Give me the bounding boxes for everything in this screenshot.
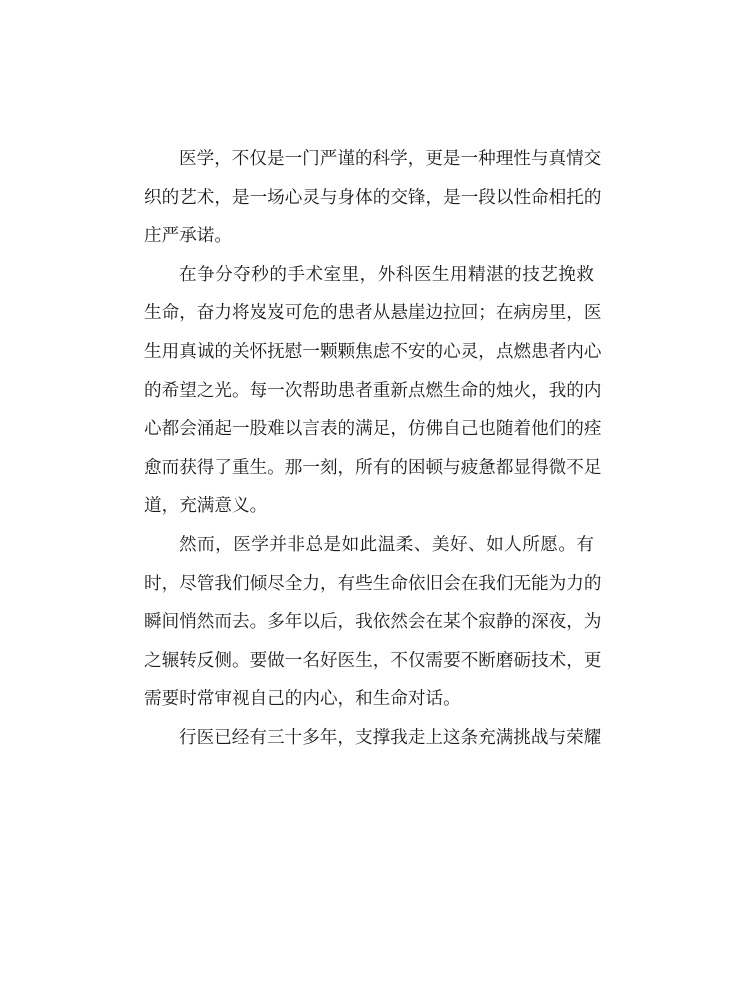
text-line: 然而，医学并非总是如此温柔、美好、如人所愿。有 <box>179 534 594 555</box>
text-line: 行医已经有三十多年，支撑我走上这条充满挑战与荣耀 <box>179 727 602 748</box>
text-line: 道，充满意义。 <box>144 496 268 517</box>
text-line: 心都会涌起一股难以言表的满足，仿佛自己也随着他们的痊 <box>144 419 602 440</box>
text-line: 之辗转反侧。要做一名好医生，不仅需要不断磨砺技术，更 <box>144 650 602 671</box>
text-line: 织的艺术，是一场心灵与身体的交锋，是一段以性命相托的 <box>144 187 602 208</box>
text-line: 在争分夺秒的手术室里，外科医生用精湛的技艺挽救 <box>179 264 594 285</box>
text-line: 需要时常审视自己的内心，和生命对话。 <box>144 689 461 710</box>
text-line: 医学，不仅是一门严谨的科学，更是一种理性与真情交 <box>179 149 602 169</box>
text-line: 庄严承诺。 <box>144 226 232 247</box>
text-line: 瞬间悄然而去。多年以后，我依然会在某个寂静的深夜，为 <box>144 612 602 633</box>
text-line: 生用真诚的关怀抚慰一颗颗焦虑不安的心灵，点燃患者内心 <box>144 341 602 362</box>
text-line: 愈而获得了重生。那一刻，所有的困顿与疲惫都显得微不足 <box>144 457 602 478</box>
text-line: 生命，奋力将岌岌可危的患者从悬崖边拉回；在病房里，医 <box>144 303 602 324</box>
body-text <box>144 140 602 758</box>
text-line: 的希望之光。每一次帮助患者重新点燃生命的烛火，我的内 <box>144 380 602 401</box>
text-line: 时，尽管我们倾尽全力，有些生命依旧会在我们无能为力的 <box>144 573 602 594</box>
